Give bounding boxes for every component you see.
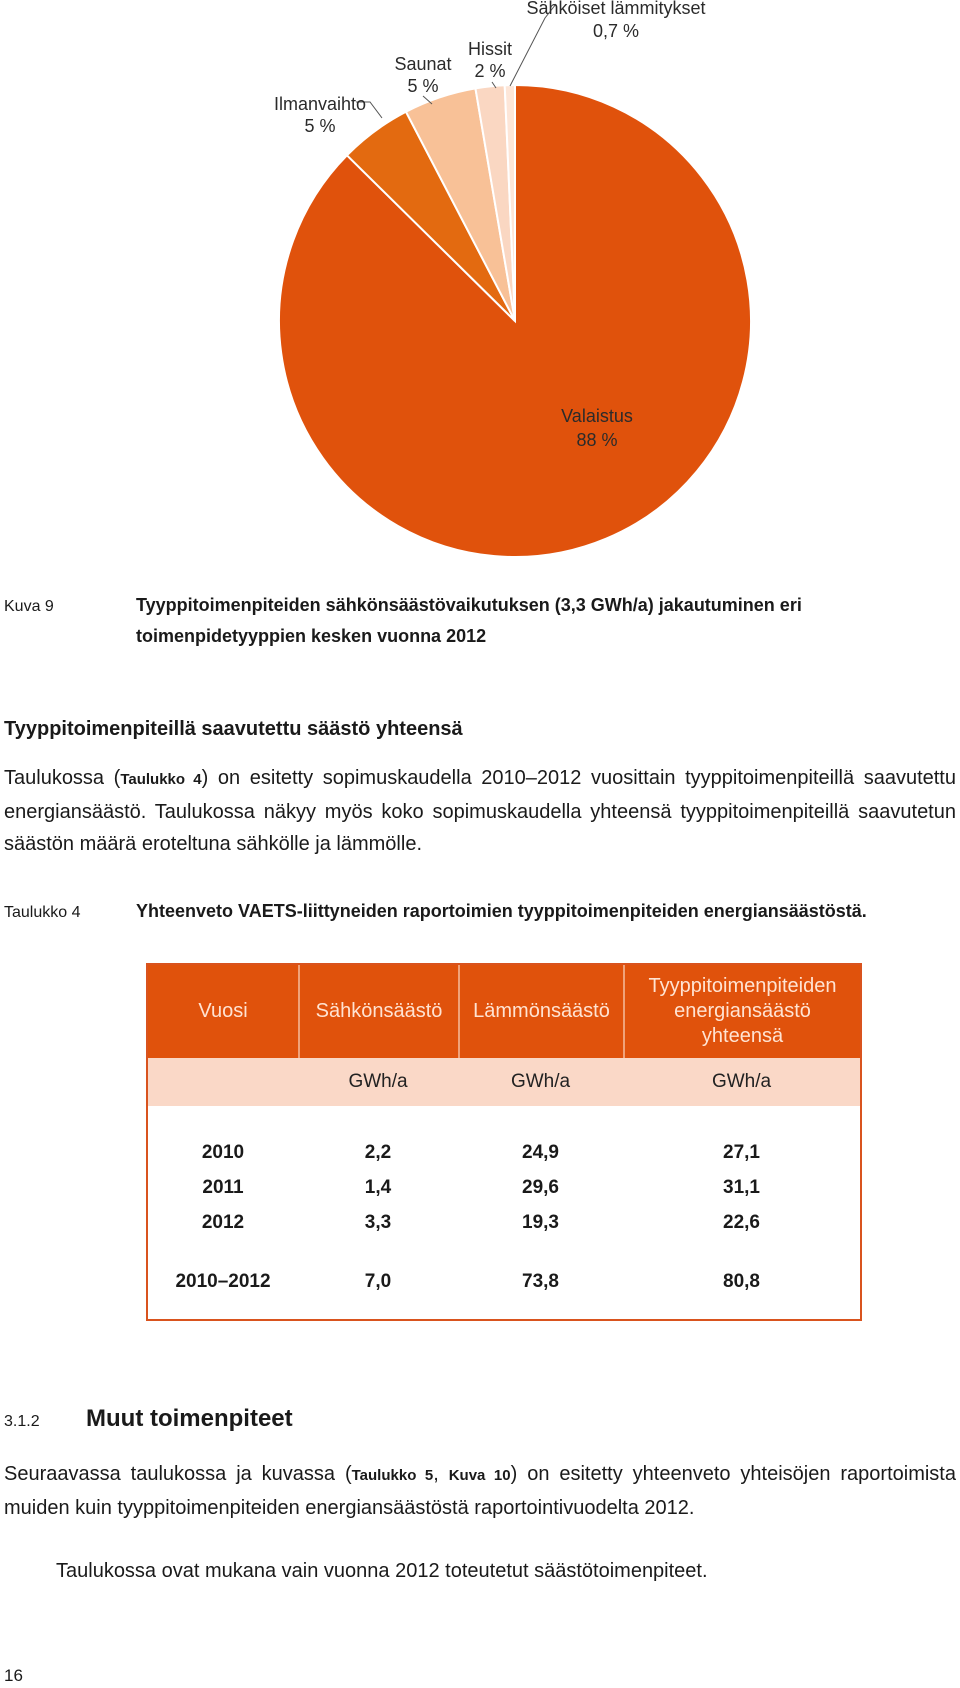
cell-electricity: 1,4 (364, 1177, 392, 1198)
cell-total: 22,6 (723, 1212, 760, 1233)
cell-electricity: 3,3 (364, 1212, 392, 1233)
slice-label: Valaistus (561, 406, 633, 426)
table-caption: Yhteenveto VAETS-liittyneiden raportoimien tyyppitoimenpiteiden energiansäästöstä. (136, 901, 867, 921)
table-row (148, 1171, 860, 1205)
table-reference-link[interactable]: Taulukko 4 (120, 771, 202, 788)
figure-number: Kuva 9 (4, 598, 54, 615)
cell-total: 27,1 (723, 1142, 760, 1163)
header-electricity: Sähkönsäästö (298, 965, 458, 1058)
slice-label: Saunat (394, 54, 452, 74)
figure-reference-link[interactable]: Kuva 10 (448, 1467, 511, 1484)
header-year: Vuosi (198, 1000, 248, 1022)
para-text-end: ) on esitetty sopimuskaudella 2010–2012 vuosittain tyyppitoimenpiteillä saavutettu energiansäästö. Taulukossa näkyy myös koko sopimuskaudella yhteensä tyyppitoimenpiteillä saavutetun säästön määrä eroteltuna sähkölle ja lämmölle. (4, 767, 956, 855)
table-header-row (148, 965, 860, 1058)
cell-heat: 19,3 (522, 1212, 559, 1233)
slice-value-label: 0,7 % (592, 21, 640, 41)
cell-heat: 29,6 (522, 1177, 559, 1198)
header-total: Tyyppitoimenpiteiden energiansäästö yhteensä (623, 965, 860, 1058)
cell-heat: 24,9 (522, 1142, 559, 1163)
para-text-end: ) on esitetty yhteenveto yhteisöjen raportoimista muiden kuin tyyppitoimenpiteiden energiansäästöstä raportointivuodelta 2012. (4, 1463, 956, 1519)
cell-total: 80,8 (723, 1271, 760, 1292)
cell-year: 2012 (201, 1212, 245, 1233)
para-text-separator: , (433, 1463, 449, 1485)
cell-total: 31,1 (723, 1177, 760, 1198)
para-text-start: Taulukossa ( (4, 767, 121, 789)
figure-caption (136, 590, 956, 652)
summary-table (146, 963, 862, 1321)
subsection-paragraph-2: Taulukossa ovat mukana vain vuonna 2012 toteutetut säästötoimenpiteet. (56, 1560, 708, 1582)
cell-year: 2010 (201, 1142, 245, 1163)
cell-electricity: 7,0 (364, 1271, 392, 1292)
subsection-heading: Muut toimenpiteet (86, 1405, 293, 1432)
slice-value-label: 5 % (304, 116, 336, 136)
table-reference-link[interactable]: Taulukko 5 (351, 1467, 434, 1484)
slice-value-label: 2 % (474, 61, 506, 81)
table-units-row (148, 1058, 860, 1106)
table-row-total (148, 1265, 860, 1299)
unit-heat: GWh/a (510, 1071, 571, 1092)
table-row (148, 1136, 860, 1170)
cell-electricity: 2,2 (364, 1142, 392, 1163)
slice-value-label: 88 % (576, 430, 618, 450)
pie-chart (0, 0, 960, 560)
unit-electricity: GWh/a (348, 1071, 408, 1092)
table-row (148, 1206, 860, 1240)
subsection-paragraph (4, 1458, 956, 1524)
para-text-start: Seuraavassa taulukossa ja kuvassa ( (4, 1463, 352, 1485)
section-heading: Tyyppitoimenpiteillä saavutettu säästö yhteensä (4, 718, 463, 740)
subsection-number: 3.1.2 (4, 1413, 40, 1430)
section-paragraph (4, 762, 956, 860)
cell-heat: 73,8 (522, 1271, 559, 1292)
slice-value-label: 5 % (407, 76, 439, 96)
header-heat: Lämmönsäästö (458, 965, 623, 1058)
slice-label: Ilmanvaihto (273, 94, 367, 114)
slice-label: Sähköiset lämmitykset (526, 0, 706, 18)
figure-caption-line1: Tyyppitoimenpiteiden sähkönsäästövaikutuksen (3,3 GWh/a) jakautuminen eri (136, 595, 802, 615)
slice-label: Hissit (468, 39, 512, 59)
page-number: 16 (4, 1666, 23, 1685)
figure-caption-line2: toimenpidetyyppien kesken vuonna 2012 (136, 626, 487, 646)
table-number: Taulukko 4 (4, 904, 81, 921)
cell-year: 2010–2012 (175, 1271, 271, 1292)
unit-total: GWh/a (711, 1071, 772, 1092)
cell-year: 2011 (202, 1177, 244, 1198)
